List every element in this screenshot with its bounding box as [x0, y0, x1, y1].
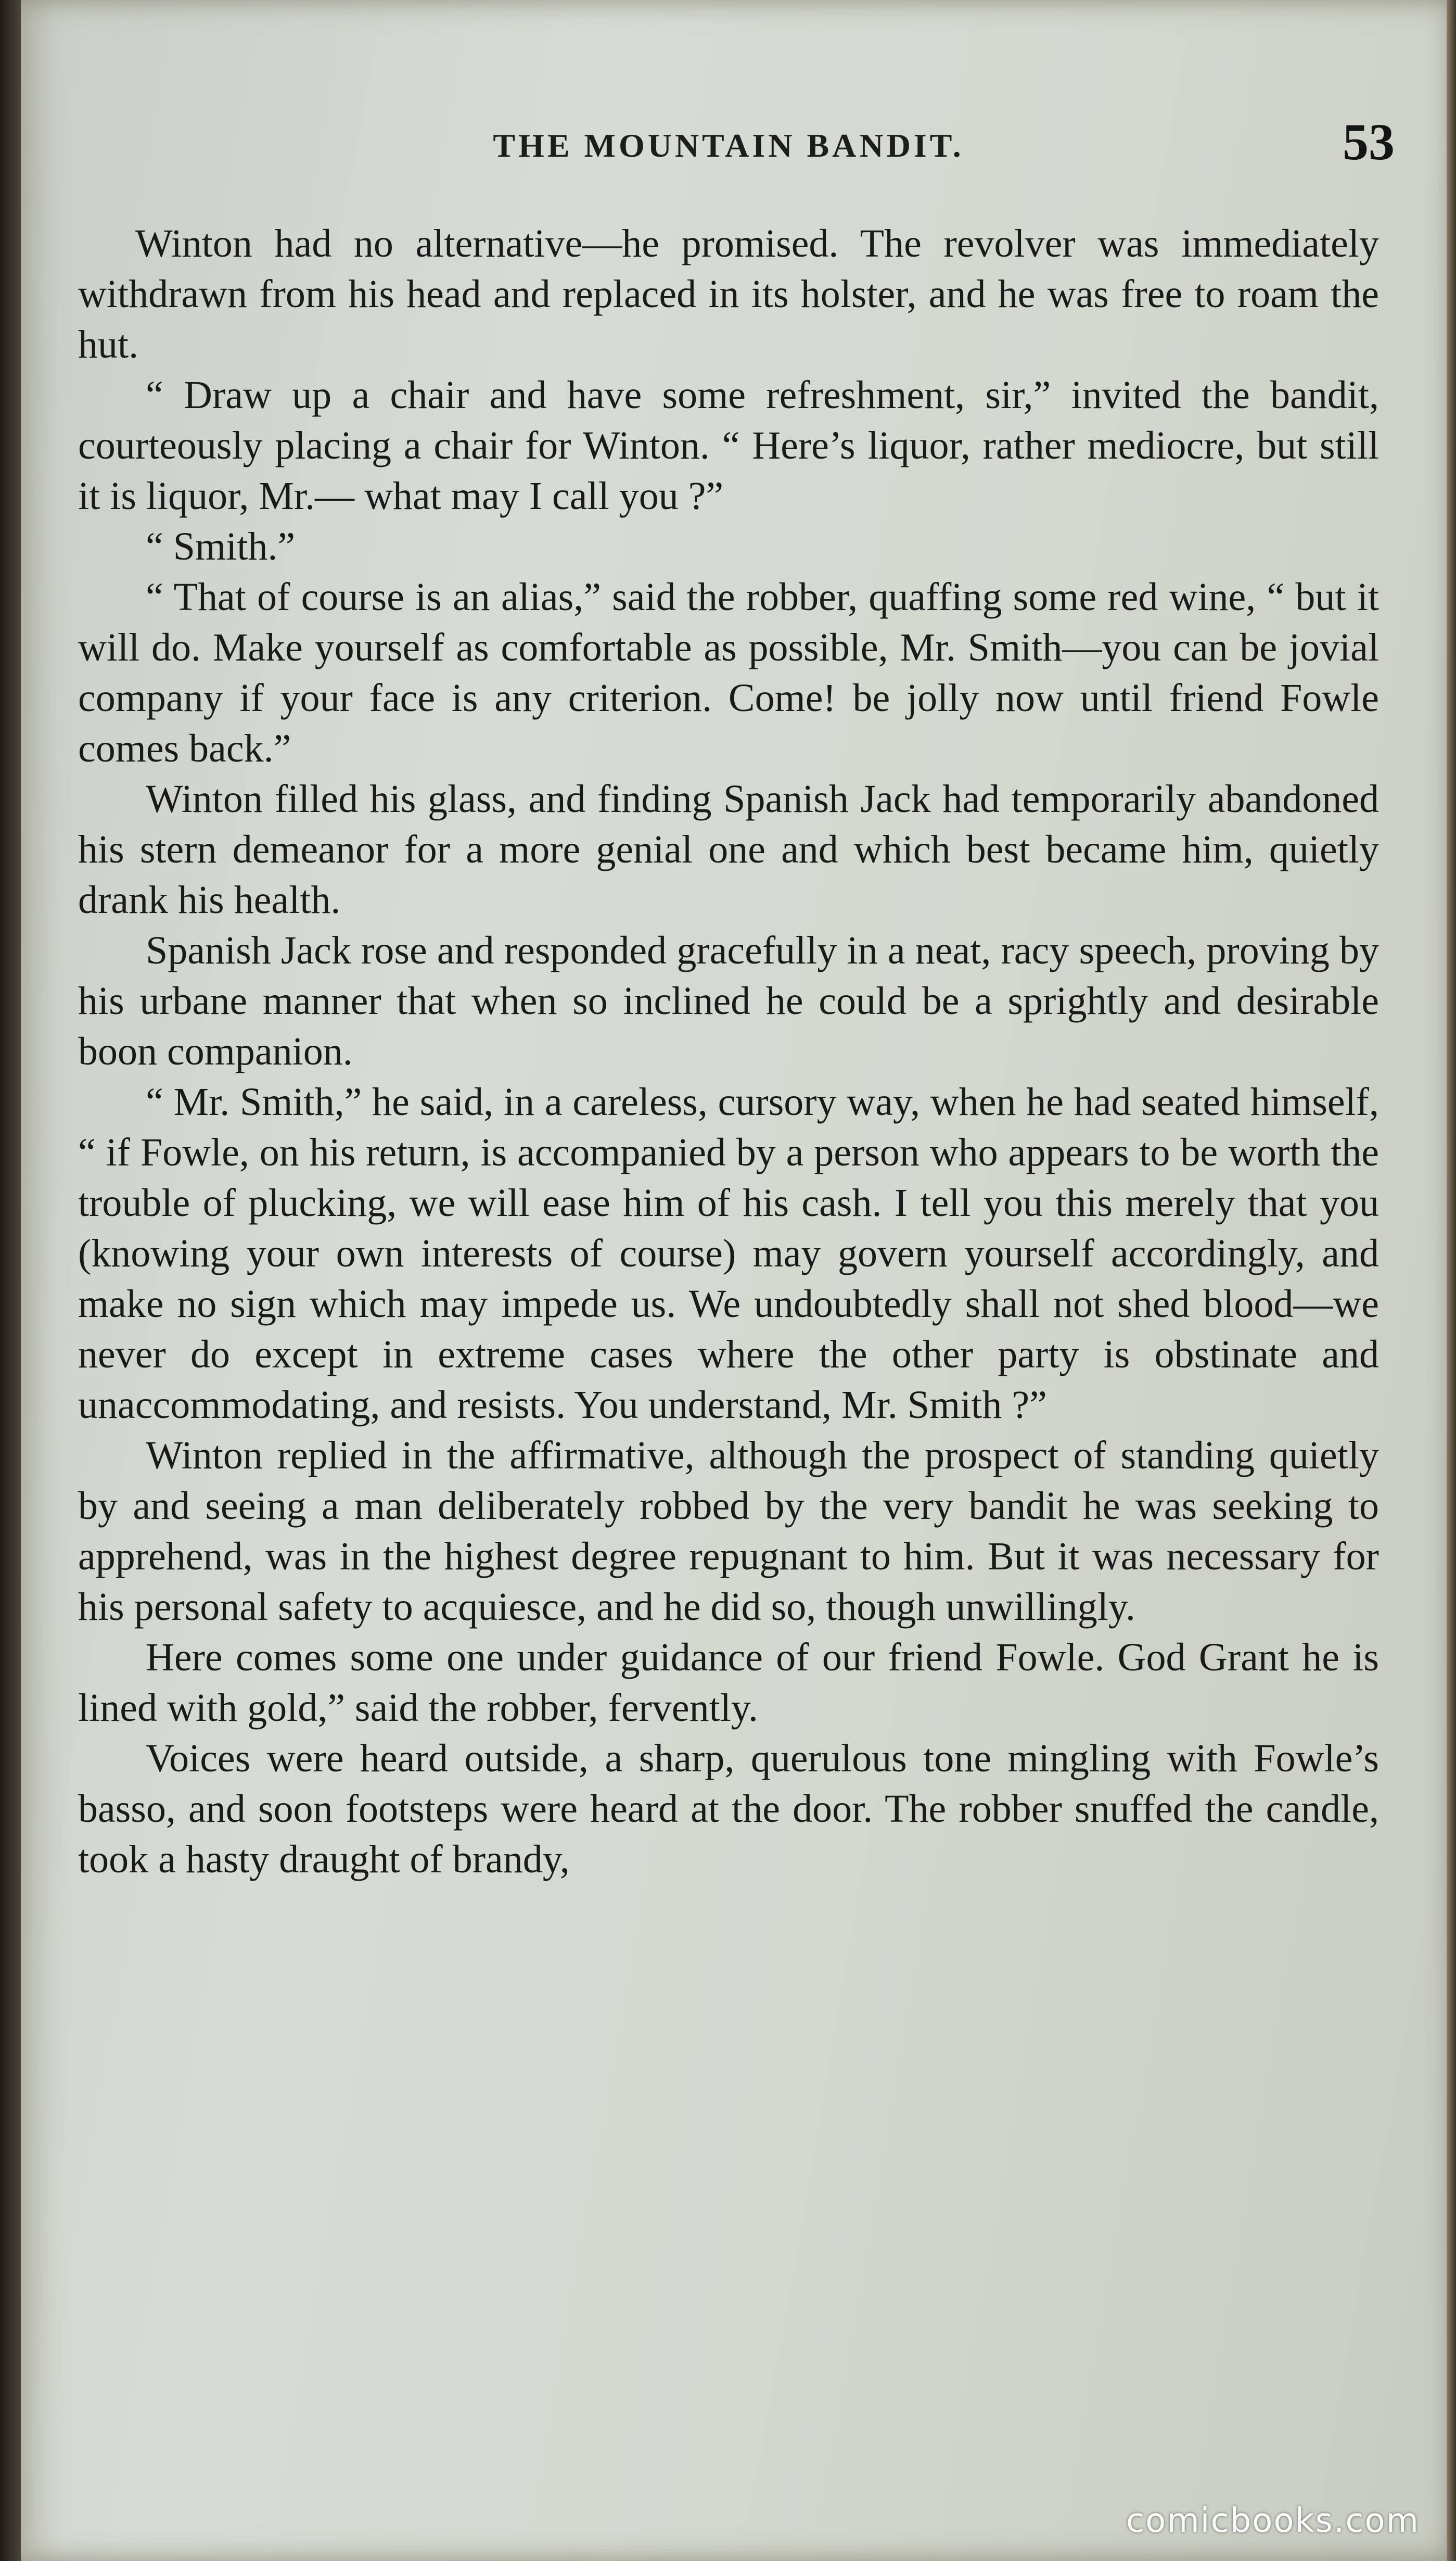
- paragraph: “ That of course is an alias,” said the robber, quaffing some red wine, “ but it will do. Make yourself as comfortable as possible, Mr. Smith—you can be jovial company if your face is any criterion. Come! be jolly now until friend Fowle comes back.”: [78, 575, 1379, 770]
- paragraph: Voices were heard outside, a sharp, querulous tone mingling with Fowle’s basso, and soon footsteps were heard at the door. The robber snuffed the candle, took a hasty draught of brandy,: [78, 1736, 1379, 1881]
- paragraph: Winton filled his glass, and finding Spanish Jack had temporarily abandoned his stern demeanor for a more genial one and which best became him, quietly drank his health.: [78, 777, 1379, 922]
- paragraph: Winton replied in the affirmative, although the prospect of standing quietly by and seeing a man deliberately robbed by the very bandit he was seeking to apprehend, was in the highest degree repugnant to him. But it was necessary for his personal safety to acquiesce, and he did so, though unwillingly.: [78, 1434, 1379, 1629]
- body-text: [78, 219, 1379, 1885]
- page-edge: [1447, 0, 1456, 2561]
- paragraph: Winton had no alternative—he promised. The revolver was immediately withdrawn from his head and replaced in its holster, and he was free to roam the hut.: [78, 222, 1379, 366]
- page-header: [62, 112, 1395, 174]
- paragraph: “ Mr. Smith,” he said, in a careless, cursory way, when he had seated himself, “ if Fowle, on his return, is accompanied by a person who appears to be worth the trouble of plucking, we will ease him of his cash. I tell you this merely that you (knowing your own interests of course) may govern yourself accordingly, and make no sign which may impede us. We undoubtedly shall not shed blood—we never do except in extreme cases where the other party is obstinate and unaccommodating, and resists. You understand, Mr. Smith ?”: [78, 1080, 1379, 1427]
- book-spine-shadow: [0, 0, 21, 2561]
- paragraph: Spanish Jack rose and responded gracefully in a neat, racy speech, proving by his urbane manner that when so inclined he could be a sprightly and desirable boon companion.: [78, 929, 1379, 1073]
- paragraph: “ Smith.”: [146, 525, 296, 568]
- paragraph: Here comes some one under guidance of our friend Fowle. God Grant he is lined with gold,” said the robber, fervently.: [78, 1636, 1379, 1730]
- running-head: THE MOUNTAIN BANDIT.: [493, 127, 964, 164]
- page-number: 53: [1343, 113, 1395, 171]
- paragraph: “ Draw up a chair and have some refreshment, sir,” invited the bandit, courteously placing a chair for Winton. “ Here’s liquor, rather mediocre, but still it is liquor, Mr.— what may I call you ?”: [78, 373, 1379, 518]
- watermark: comicbooks.com: [1126, 2502, 1420, 2540]
